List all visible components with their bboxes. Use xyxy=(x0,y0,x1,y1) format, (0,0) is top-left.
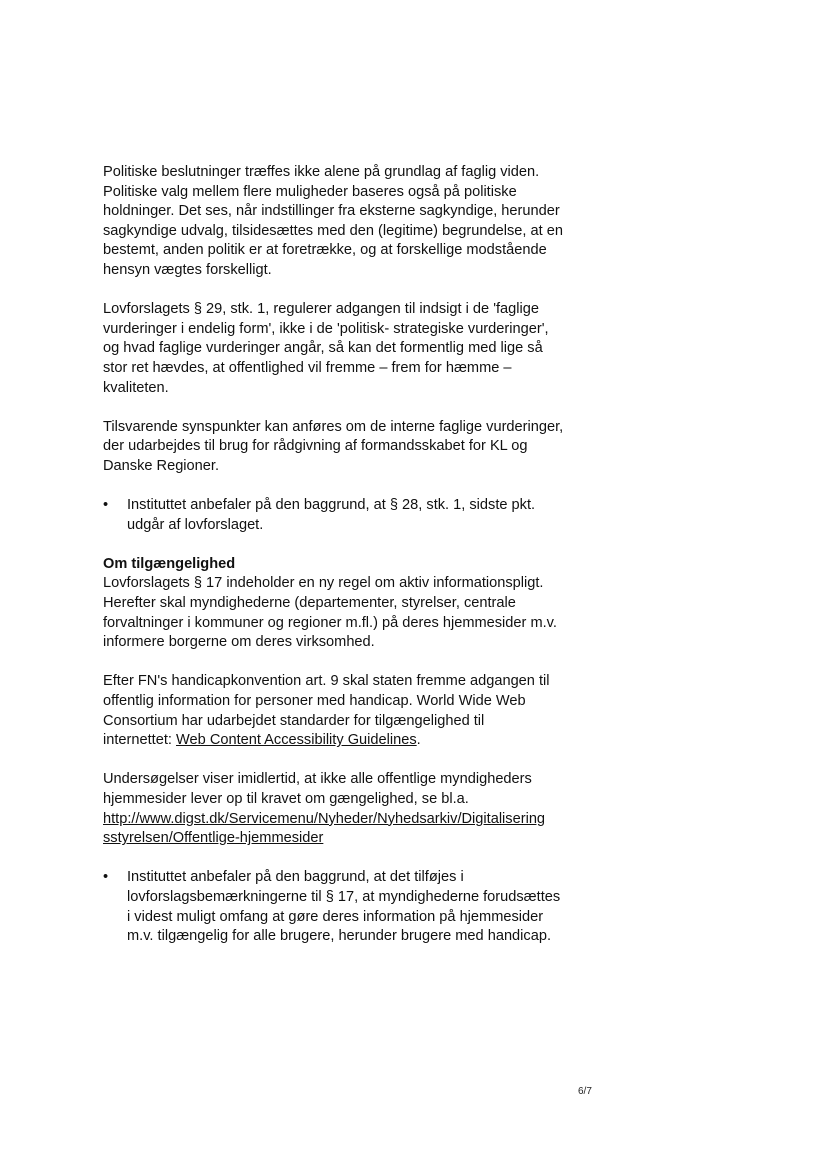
digst-url-link[interactable]: http://www.digst.dk/Servicemenu/Nyheder/Nyhedsarkiv/Digitalisering xyxy=(103,810,546,827)
paragraph-studies xyxy=(103,770,573,848)
text-fragment: internettet: xyxy=(103,732,177,749)
paragraph-political-decisions xyxy=(103,163,573,281)
document-body xyxy=(103,163,573,966)
text-line: Undersøgelser viser imidlertid, at ikke alle offentlige myndigheders xyxy=(103,771,532,788)
text-line: Consortium har udarbejdet standarder for tilgængelighed til xyxy=(103,712,485,729)
text-line: vurderinger i endelig form', ikke i de 'politisk- strategiske vurderinger', xyxy=(103,320,549,337)
text-line: Danske Regioner. xyxy=(103,457,220,474)
text-line: Tilsvarende synspunkter kan anføres om de interne faglige vurderinger, xyxy=(103,418,564,435)
text-line: Politiske beslutninger træffes ikke alene på grundlag af faglig viden. xyxy=(103,164,540,180)
text-line: holdninger. Det ses, når indstillinger fra eksterne sagkyndige, herunder xyxy=(103,203,560,220)
text-line xyxy=(103,731,573,751)
text-line: stor ret hævdes, at offentlighed vil fremme – frem for hæmme – xyxy=(103,359,512,376)
text-line: lovforslagsbemærkningerne til § 17, at myndighederne forudsættes xyxy=(127,888,561,905)
bullet-marker: • xyxy=(103,869,109,886)
text-line: forvaltninger i kommuner og regioner m.fl.) på deres hjemmesider m.v. xyxy=(103,614,557,631)
section-accessibility xyxy=(103,555,573,575)
text-line: bestemt, anden politik er at foretrække, og at forskellige modstående xyxy=(103,242,547,259)
recommendation-bullet-section-17 xyxy=(103,868,573,946)
text-line: og hvad faglige vurderinger angår, så kan det formentlig med lige så xyxy=(103,340,543,357)
bullet-marker: • xyxy=(103,497,109,514)
paragraph-section-17 xyxy=(103,574,573,652)
paragraph-internal-assessments xyxy=(103,418,573,477)
text-line: hensyn vægtes forskelligt. xyxy=(103,261,272,278)
text-line: Instituttet anbefaler på den baggrund, at § 28, stk. 1, sidste pkt. xyxy=(127,497,536,514)
text-fragment: . xyxy=(416,732,421,749)
text-line: kvaliteten. xyxy=(103,379,169,396)
text-line: offentlig information for personer med handicap. World Wide Web xyxy=(103,693,526,710)
text-line: Herefter skal myndighederne (departementer, styrelser, centrale xyxy=(103,595,516,612)
text-line: udgår af lovforslaget. xyxy=(127,516,264,533)
text-line: Lovforslagets § 17 indeholder en ny regel om aktiv informationspligt. xyxy=(103,575,544,592)
text-line: Politiske valg mellem flere muligheder baseres også på politiske xyxy=(103,183,517,200)
section-heading: Om tilgængelighed xyxy=(103,555,236,572)
text-line: der udarbejdes til brug for rådgivning af formandsskabet for KL og xyxy=(103,438,528,455)
text-line: Instituttet anbefaler på den baggrund, at det tilføjes i xyxy=(127,869,464,886)
text-line: hjemmesider lever op til kravet om gængelighed, se bl.a. xyxy=(103,791,469,807)
paragraph-section-29 xyxy=(103,300,573,398)
text-line: informere borgerne om deres virksomhed. xyxy=(103,634,375,651)
text-line: i videst muligt omfang at gøre deres information på hjemmesider xyxy=(127,908,544,925)
recommendation-bullet-section-28 xyxy=(103,496,573,535)
paragraph-un-convention xyxy=(103,672,573,750)
url-line xyxy=(103,810,573,830)
text-line: sagkyndige udvalg, tilsidesættes med den (legitime) begrundelse, at en xyxy=(103,222,563,239)
text-line: Lovforslagets § 29, stk. 1, regulerer adgangen til indsigt i de 'faglige xyxy=(103,301,540,318)
wcag-link[interactable]: Web Content Accessibility Guidelines xyxy=(176,732,417,749)
text-line: m.v. tilgængelig for alle brugere, herunder brugere med handicap. xyxy=(127,928,552,945)
text-line: Efter FN's handicapkonvention art. 9 skal staten fremme adgangen til xyxy=(103,673,550,690)
url-line xyxy=(103,829,573,849)
page-number: 6/7 xyxy=(578,1086,592,1097)
digst-url-link-continued[interactable]: sstyrelsen/Offentlige-hjemmesider xyxy=(103,830,324,847)
